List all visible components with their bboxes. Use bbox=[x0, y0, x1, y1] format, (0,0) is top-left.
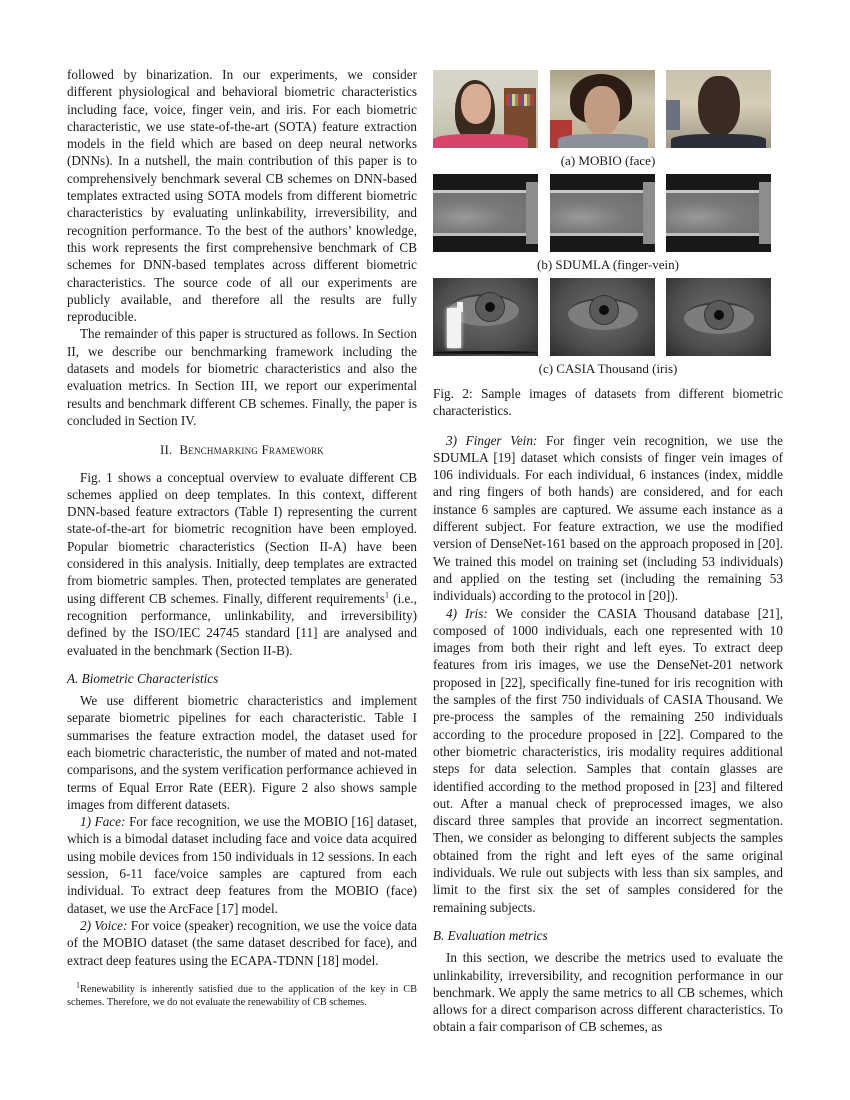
finger-vein-paragraph-heading: 3) Finger Vein: bbox=[446, 432, 538, 448]
face-paragraph bbox=[67, 813, 417, 917]
left-column bbox=[67, 66, 417, 969]
iris-paragraph-text: We consider the CASIA Thousand database [21], composed of 1000 individuals, each one represented with 10 images from both their right and left eyes. To extract deep features from iris images, we use the DenseNet-201 network proposed in [22], specifically fine-tuned for iris recognition with the samples of the first 750 individuals of CASIA Thousand. We pre-process the samples of the remaining 250 individuals according to the procedure proposed in [22]. Compared to the other biometric characteristics, iris modality requires additional steps for data selection. Samples that contain glasses are identified according to the method proposed in [23] and filtered out. After a manual check of preprocessed images, we also discard three samples that provide an incorrect segmentation. Then, we consider as belonging to different subjects the samples obtained from the right and left eyes of the same original individuals. We rule out subjects with less than six samples, and limit to the first six the set of samples considered for the remaining subjects. bbox=[433, 605, 783, 915]
voice-paragraph bbox=[67, 917, 417, 969]
iris-image-2 bbox=[550, 278, 655, 356]
face-paragraph-text: For face recognition, we use the MOBIO [16] dataset, which is a bimodal dataset including face and voice data acquired using mobile devices from 150 individuals in 12 sessions. In each session, 6-11 face/voice samples are captured from each individual. To extract deep features from the MOBIO (face) dataset, we use the ArcFace [17] model. bbox=[67, 814, 417, 916]
framework-text-part2: (i.e., recognition performance, unlinkability, and irreversibility) defined by the ISO/IEC 24745 standard [11] are analysed and evaluated in the benchmark (Section II-B). bbox=[67, 590, 417, 658]
figure-row-iris bbox=[433, 278, 771, 356]
section-heading bbox=[67, 441, 417, 458]
face-image-1 bbox=[433, 70, 538, 148]
iris-image-1 bbox=[433, 278, 538, 356]
figure-row-finger-vein bbox=[433, 174, 771, 252]
footnote bbox=[67, 980, 417, 1009]
voice-paragraph-heading: 2) Voice: bbox=[80, 917, 128, 933]
face-image-3 bbox=[666, 70, 771, 148]
voice-paragraph-text: For voice (speaker) recognition, we use the voice data of the MOBIO dataset (the same dataset described for face), and extract deep features using the ECAPA-TDNN [18] model. bbox=[67, 917, 417, 968]
biometric-characteristics-paragraph: We use different biometric characteristics and implement separate biometric pipelines for each characteristic. Table I summarises the feature extraction model, the dataset used for each biometric characteristic, the number of mated and not-mated comparisons, and the system verification performance achieved in terms of Equal Error Rate (EER). Figure 2 also shows sample images from different datasets. bbox=[67, 693, 417, 812]
face-image-2 bbox=[550, 70, 655, 148]
right-column bbox=[433, 66, 783, 1036]
figure-2 bbox=[433, 66, 783, 420]
figure-row-face bbox=[433, 70, 771, 148]
finger-vein-paragraph bbox=[433, 432, 783, 605]
subsection-a-heading: A. Biometric Characteristics bbox=[67, 670, 219, 686]
subfigure-caption-b: (b) SDUMLA (finger-vein) bbox=[537, 257, 679, 272]
subfigure-caption-c: (c) CASIA Thousand (iris) bbox=[538, 361, 678, 376]
paper-structure-paragraph: The remainder of this paper is structured as follows. In Section II, we describe our benchmarking framework including the datasets and models for biometric characteristics and also the evaluation metrics. In Section III, we report our experimental results and benchmark different CB schemes. Finally, the paper is concluded in Section IV. bbox=[67, 326, 417, 428]
footnote-number: 1 bbox=[76, 980, 80, 990]
section-number: II. bbox=[160, 442, 173, 458]
iris-paragraph-heading: 4) Iris: bbox=[446, 605, 488, 621]
figure-2-caption: Fig. 2: Sample images of datasets from different biometric characteristics. bbox=[433, 386, 783, 419]
evaluation-metrics-paragraph: In this section, we describe the metrics used to evaluate the unlinkability, irreversibility, and recognition performance in our benchmark. We apply the same metrics to all CB schemes, which allows for a direct comparison across different characteristics. To obtain a fair comparison of CB schemes, as bbox=[433, 950, 783, 1035]
finger-vein-image-3 bbox=[666, 174, 771, 252]
finger-vein-image-2 bbox=[550, 174, 655, 252]
finger-vein-image-1 bbox=[433, 174, 538, 252]
footnote-marker[interactable]: 1 bbox=[385, 590, 390, 600]
framework-paragraph bbox=[67, 469, 417, 659]
framework-text-part1: Fig. 1 shows a conceptual overview to evaluate different CB schemes applied on deep templates. In this context, different DNN-based feature extractors (Table I) representing the current state-of-the-art for biometric recognition have been employed. Popular biometric characteristics (Section II-A) have been considered in this analysis. Initially, deep templates are extracted from biometric samples. Then, protected templates are generated using different CB schemes. Finally, different requirements bbox=[67, 469, 417, 606]
finger-vein-paragraph-text: For finger vein recognition, we use the SDUMLA [19] dataset which consists of finger vein images of 106 individuals. For each individual, 6 instances (index, middle and ring fingers of both hands) are considered, and for each instance 6 samples are captured. We assume each instance as a different subject. For feature extraction, we use the modified version of DenseNet-161 based on the approach proposed in [20]. We trained this model on training set (including 53 individuals) and applied on the testing set (including the remaining 53 individuals) according to the protocol in [20]). bbox=[433, 432, 783, 604]
subfigure-caption-a: (a) MOBIO (face) bbox=[560, 153, 656, 168]
face-paragraph-heading: 1) Face: bbox=[80, 814, 126, 830]
section-title: Benchmarking Framework bbox=[179, 442, 324, 458]
intro-paragraph: followed by binarization. In our experiments, we consider different physiological and behavioral biometric characteristics including face, voice, finger vein, and iris. For each biometric characteristic, we use state-of-the-art (SOTA) feature extraction models in the field which are based on deep neural networks (DNNs). In a nutshell, the main contribution of this paper is to comprehensively benchmark several CB schemes on DNN-based templates extracted using SOTA models from different biometric characteristics by evaluating unlinkability, irreversibility, and recognition performance. To the best of the authors’ knowledge, this work represents the first comprehensive benchmark of CB schemes for DNN-based templates across different biometric characteristics. The source code of all our experiments are publicly available, and therefore all the results are fully reproducible. bbox=[67, 67, 417, 325]
footnote-text: Renewability is inherently satisfied due to the application of the key in CB schemes. Therefore, we do not evaluate the renewability of CB schemes. bbox=[67, 984, 417, 1008]
subsection-b-heading: B. Evaluation metrics bbox=[433, 927, 548, 943]
iris-paragraph bbox=[433, 605, 783, 916]
iris-image-3 bbox=[666, 278, 771, 356]
